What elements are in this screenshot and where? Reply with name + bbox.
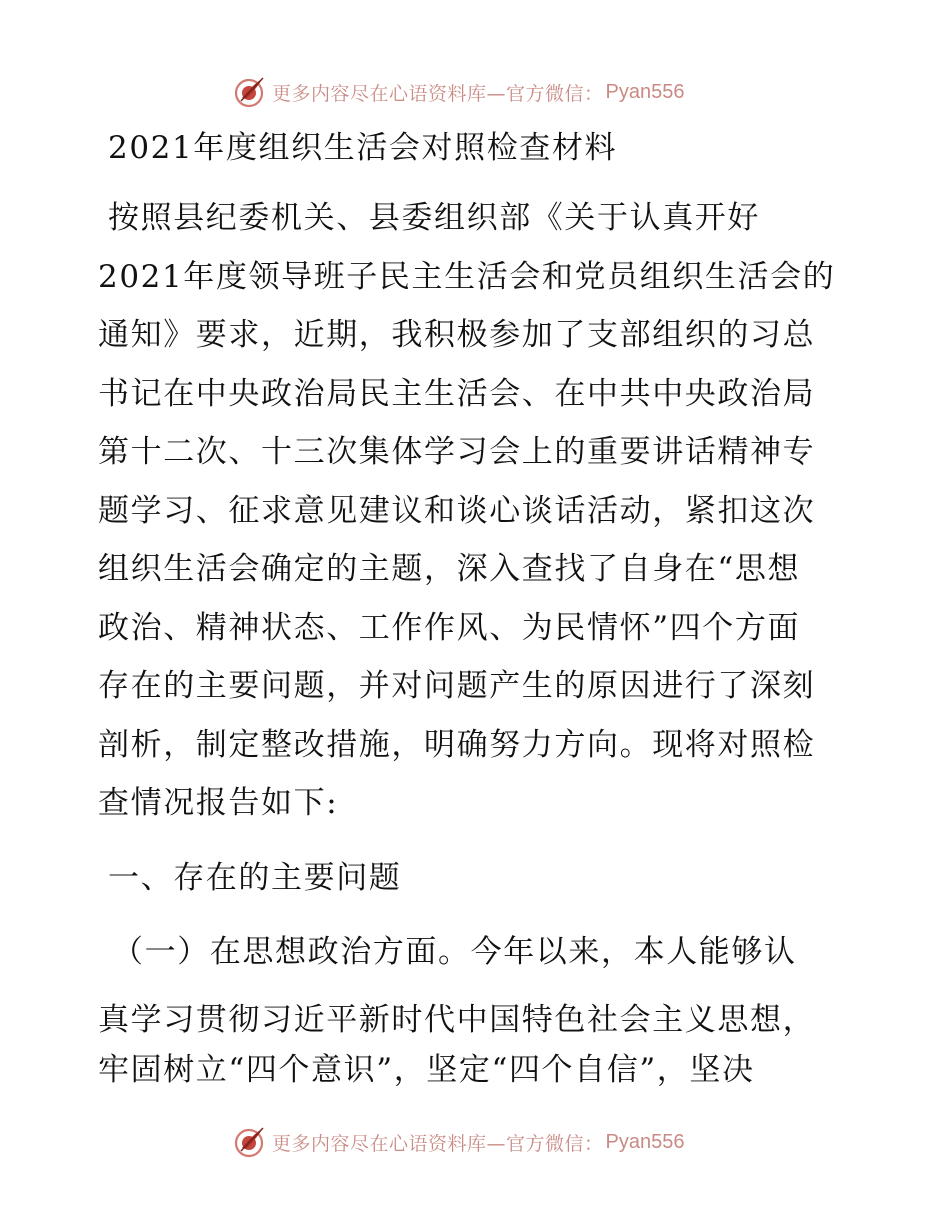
section-heading: 一、存在的主要问题 <box>108 860 402 896</box>
paragraph-line: 真学习贯彻习近平新时代中国特色社会主义思想， <box>98 1002 816 1038</box>
paragraph-line: 通知》要求，近期，我积极参加了支部组织的习总 <box>98 317 816 353</box>
paragraph-line: 查情况报告如下: <box>98 785 339 821</box>
paragraph-line: （一）在思想政治方面。今年以来，本人能够认 <box>112 934 797 970</box>
watermark-text: 更多内容尽在心语资料库—官方微信： <box>272 1132 604 1155</box>
paragraph-line: 第十二次、十三次集体学习会上的重要讲话精神专 <box>98 434 816 470</box>
paragraph-line: 存在的主要问题，并对问题产生的原因进行了深刻 <box>98 668 816 704</box>
paragraph-line: 按照县纪委机关、县委组织部《关于认真开好 <box>108 200 760 236</box>
paragraph-line: 题学习、征求意见建议和谈心谈话活动，紧扣这次 <box>98 493 816 529</box>
quill-logo-icon <box>232 1124 268 1160</box>
watermark-wechat-id: Pyan556 <box>605 1130 685 1153</box>
paragraph-line: 剖析，制定整改措施，明确努力方向。现将对照检 <box>98 727 816 763</box>
watermark-footer <box>232 1122 684 1162</box>
watermark-text: 更多内容尽在心语资料库—官方微信： <box>272 82 604 105</box>
paragraph-line: 书记在中央政治局民主生活会、在中共中央政治局 <box>98 376 816 412</box>
watermark-wechat-id: Pyan556 <box>605 80 685 103</box>
paragraph-line: 牢固树立“四个意识”，坚定“四个自信”，坚决 <box>98 1052 755 1088</box>
paragraph-line: 组织生活会确定的主题，深入查找了自身在“思想 <box>98 551 801 587</box>
watermark-header <box>232 72 684 112</box>
document-title: 2021年度组织生活会对照检查材料 <box>108 130 618 166</box>
paragraph-line: 2021年度领导班子民主生活会和党员组织生活会的 <box>98 259 836 295</box>
quill-logo-icon <box>232 74 268 110</box>
paragraph-line: 政治、精神状态、工作作风、为民情怀”四个方面 <box>98 610 801 646</box>
